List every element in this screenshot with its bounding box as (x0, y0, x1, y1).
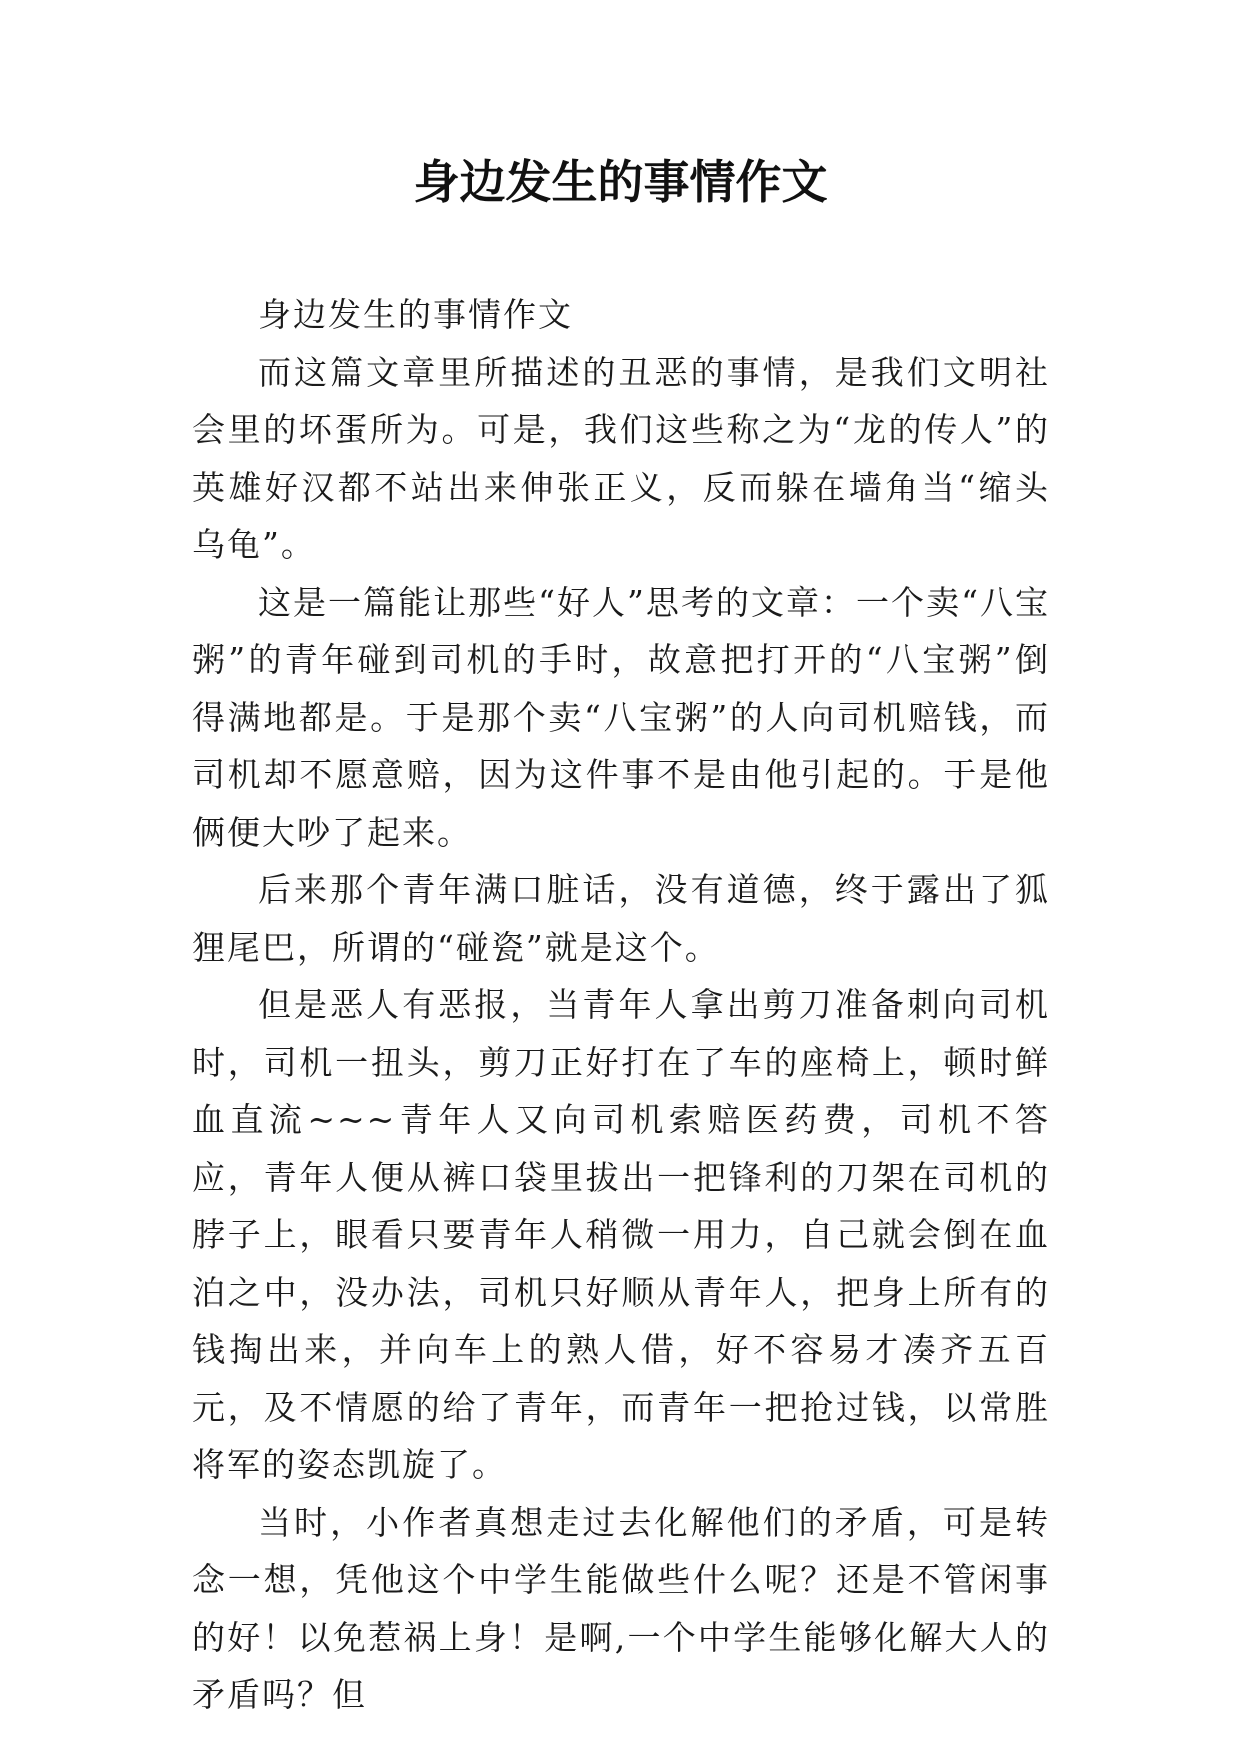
document-title: 身边发生的事情作文 (413, 155, 828, 209)
paragraph: 这是一篇能让那些“好人”思考的文章：一个卖“八宝粥”的青年碰到司机的手时，故意把打开的“八宝粥”倒得满地都是。于是那个卖“八宝粥”的人向司机赔钱，而司机却不愿意赔，因为这件事不是由他引起的。于是他俩便大吵了起来。 (192, 582, 1050, 852)
document-body (192, 286, 1050, 1724)
paragraph: 后来那个青年满口脏话，没有道德，终于露出了狐狸尾巴，所谓的“碰瓷”就是这个。 (192, 870, 1050, 967)
paragraph: 当时，小作者真想走过去化解他们的矛盾，可是转念一想，凭他这个中学生能做些什么呢？还是不管闲事的好！以免惹祸上身！是啊,一个中学生能够化解大人的矛盾吗？但 (192, 1502, 1050, 1714)
paragraph-subtitle: 身边发生的事情作文 (258, 295, 573, 334)
paragraph: 但是恶人有恶报，当青年人拿出剪刀准备刺向司机时，司机一扭头，剪刀正好打在了车的座椅上，顿时鲜血直流~~~青年人又向司机索赔医药费，司机不答应，青年人便从裤口袋里拔出一把锋利的刀架在司机的脖子上，眼看只要青年人稍微一用力，自己就会倒在血泊之中，没办法，司机只好顺从青年人，把身上所有的钱掏出来，并向车上的熟人借，好不容易才凑齐五百元，及不情愿的给了青年，而青年一把抢过钱，以常胜将军的姿态凯旋了。 (192, 985, 1050, 1484)
paragraph: 而这篇文章里所描述的丑恶的事情，是我们文明社会里的坏蛋所为。可是，我们这些称之为“龙的传人”的英雄好汉都不站出来伸张正义，反而躲在墙角当“缩头乌龟”。 (192, 352, 1050, 564)
